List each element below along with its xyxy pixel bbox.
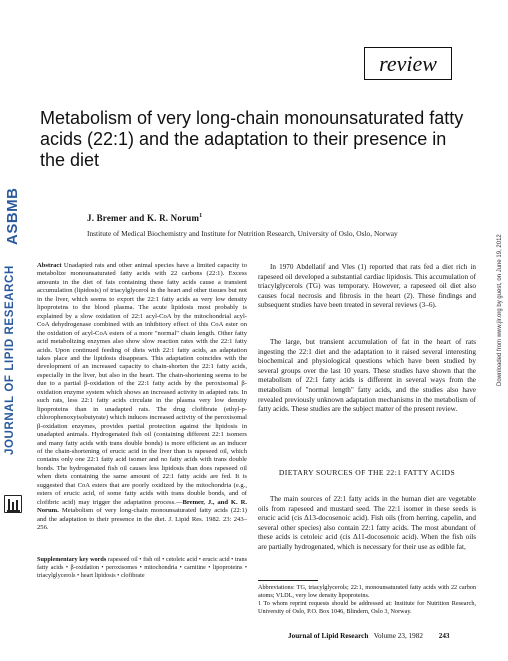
- journal-name-vertical: JOURNAL OF LIPID RESEARCH: [4, 265, 16, 455]
- affiliation: Institute of Medical Biochemistry and Institute for Nutrition Research, University of Oslo, Oslo, Norway: [87, 229, 398, 238]
- review-label-box: [364, 47, 452, 80]
- abstract-citation-authors: Bremer, J., and K. R. Norum.: [37, 498, 247, 515]
- author-footnote-mark: 1: [199, 213, 203, 219]
- intro-paragraph-2: The large, but transient accumulation of fat in the heart of rats ingesting the 22:1 diet and the adaptation to it raised several interesting biochemical and physiological questions which have been studied by several groups over the last 10 years. These studies have shown that the metabolism of 22:1 fatty acids is different in several ways from the metabolism of "normal length" fatty acids, and the studies also have revealed previously unknown adaptation mechanisms in the metabolism of fatty acids. These studies are the subject matter of the present review.: [258, 338, 476, 414]
- abstract: [37, 262, 247, 550]
- section-heading: DIETARY SOURCES OF THE 22:1 FATTY ACIDS: [278, 468, 456, 477]
- review-label: review: [379, 50, 437, 76]
- footnote-abbreviations: Abbreviations: TG, triacylglycerols; 22:1, monounsaturated fatty acids with 22 carbon atoms; VLDL, very low density lipoproteins.: [258, 584, 476, 599]
- journal-logo-icon: [4, 495, 22, 513]
- footer-volume: Volume 23, 1982: [373, 632, 423, 640]
- keywords: [37, 556, 247, 580]
- asbmb-logo-text: ASBMB: [4, 187, 21, 245]
- footer-journal: Journal of Lipid Research: [288, 632, 369, 640]
- page-footer: [288, 632, 450, 640]
- page-number: 243: [438, 632, 450, 640]
- footnotes: [258, 584, 476, 616]
- keywords-label: Supplementary key words: [37, 556, 107, 563]
- abstract-text: Unadapted rats and other animal species have a limited capacity to metabolize monounsaturated fatty acids with 22 carbons (22:1). Excess amounts in the diet of fats containing these fatty acids cause a transient accumulation (lipidosis) of triacylglycerol in the heart and other tissues but not in the liver, which seems to export the 22:1 fatty acids as very low density lipoproteins to the blood plasma. The acute lipidosis most probably is explained by a slow oxidation of 22:1 acyl-CoA by the mitochondrial acyl-CoA dehydrogenase combined with an inhibitory effect of this CoA ester on the oxidation of acyl-CoA esters of a more "normal" chain length. Other fatty acid metabolizing enzymes also show slow reaction rates with the 22:1 fatty acids. Upon continued feeding of diets with 22:1 fatty acids, an adaptation takes place and the lipidosis disappears. This adaptation coincides with the development of an increased capacity to chain-shorten the 22:1 fatty acids, especially in the liver, but also in the heart. The chain-shortening seems to be due to a partial β-oxidation of the 22:1 fatty acids by the peroxisomal β-oxidation enzyme system which shows an increased activity in adapted rats. In such rats, less 22:1 fatty acids circulate in the plasma very low density lipoproteins than in unadapted rats. The drug clofibrate (ethyl-p-chlorophenoxyisobutyrate) which induces increased activity of the peroxisomal β-oxidation enzymes, provides partial protection against the lipidosis in unadapted animals. Hydrogenated fish oil (containing different 22:1 isomers and many fatty acids with trans double bonds) is more efficient as an inducer of the chain-shortening of erucic acid in the liver than is rapeseed oil, which contains only one 22:1 fatty acid isomer and no fatty acids with trans double bonds. The hydrogenated fish oil causes less lipidosis than does rapeseed oil when diets containing the same amount of 22:1 fatty acids are fed. It is suggested that CoA esters that are poorly oxidized by the mitochondria (e.g., esters of erucic acid, of some fatty acids with trans double bonds, and of clofibric acid) may trigger the adaptation process.—: [37, 262, 247, 506]
- keywords-text: rapeseed oil • fish oil • cetoleic acid • erucic acid • trans fatty acids • β-oxidation • peroxisomes • mitochondria • carnitine • lipoproteins • triacylglycerols • heart lipidosis • clofibrate: [37, 556, 248, 579]
- download-notice: Downloaded from www.jlr.org by guest, on June 19, 2012: [497, 234, 503, 386]
- section-paragraph-1: The main sources of 22:1 fatty acids in the human diet are vegetable oils from rapeseed and mustard seed. The 22:1 isomer in these seeds is erucic acid (cis Δ13-docosenoic acid). Fish oils (from herring, capelin, and several other species) also contain 22:1 fatty acids. The most abundant of these acids is cetoleic acid (cis Δ11-docosenoic acid). When the fish oils are partially hydrogenated, which is necessary for their use as edible fat,: [258, 495, 476, 551]
- authors: J. Bremer and K. R. Norum: [87, 213, 200, 223]
- author-line: [87, 213, 202, 223]
- intro-paragraph-1: In 1970 Abdellatif and Vles (1) reported that rats fed a diet rich in rapeseed oil developed a substantial cardiac lipidosis. This accumulation of triacylglycerols (TG) was temporary. However, a rapeseed oil diet also causes focal necrosis and fibrosis in the heart (2). These findings and subsequent studies have been treated in several reviews (3–6).: [258, 263, 476, 310]
- footnote-reprint: 1 To whom reprint requests should be addressed at: Institute for Nutrition Research, University of Oslo, P.O. Box 1046, Blindern, Oslo 3, Norway.: [258, 600, 476, 615]
- abstract-label: Abstract: [37, 262, 62, 269]
- article-title: Metabolism of very long-chain monounsaturated fatty acids (22:1) and the adaptation to their presence in the diet: [40, 108, 464, 170]
- abstract-citation: Metabolism of very long-chain monounsaturated fatty acids (22:1) and the adaptation to their presence in the diet. J. Lipid Res. 1982. 23: 243–256.: [37, 507, 247, 532]
- footnote-divider: [258, 580, 318, 581]
